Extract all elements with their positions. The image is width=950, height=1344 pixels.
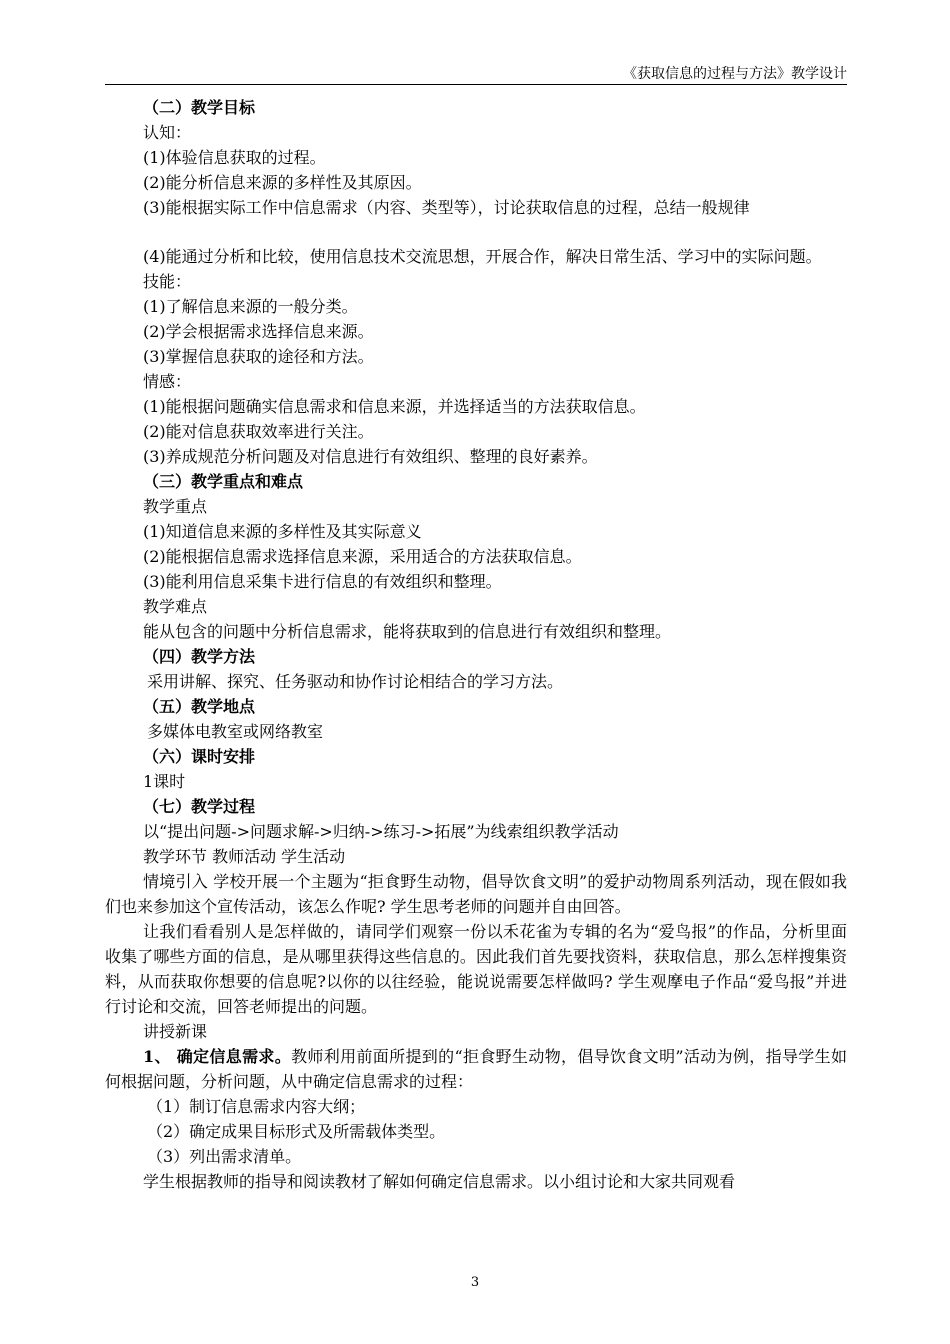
- emotion-item-1: (1)能根据问题确实信息需求和信息来源，并选择适当的方法获取信息。: [143, 397, 646, 416]
- skill-item-3: (3)掌握信息获取的途径和方法。: [143, 347, 374, 366]
- key-points-label: 教学重点: [143, 497, 208, 516]
- step-1-text: 教师利用前面所提到的“拒食野生动物，倡导饮食文明”活动为例，指导学生如何根据问题，分析问题，从中确定信息需求的过程：: [105, 1047, 847, 1091]
- closing-line: 学生根据教师的指导和阅读教材了解如何确定信息需求。以小组讨论和大家共同观看: [143, 1172, 736, 1191]
- step-1-paragraph: [105, 1044, 847, 1094]
- emotion-item-3: (3)养成规范分析问题及对信息进行有效组织、整理的良好素养。: [143, 447, 598, 466]
- key-point-1: (1)知道信息来源的多样性及其实际意义: [143, 522, 422, 541]
- section-heading-key-points: （三）教学重点和难点: [143, 472, 304, 491]
- section-heading-schedule: （六）课时安排: [143, 747, 256, 766]
- cognitive-item-2: (2)能分析信息来源的多样性及其原因。: [143, 173, 422, 192]
- process-columns: 教学环节 教师活动 学生活动: [143, 847, 346, 866]
- location-text: 多媒体电教室或网络教室: [147, 722, 324, 741]
- schedule-text: 1课时: [143, 772, 186, 791]
- header-rule: [105, 84, 847, 85]
- step-1-sub-1: （1）制订信息需求内容大纲；: [147, 1097, 366, 1116]
- document-body: [105, 95, 847, 1194]
- process-paragraph-1: 情境引入 学校开展一个主题为“拒食野生动物，倡导饮食文明”的爱护动物周系列活动，现在假如我们也来参加这个宣传活动，该怎么作呢? 学生思考老师的问题并自由回答。: [105, 872, 847, 916]
- emotion-label: 情感：: [143, 372, 192, 391]
- difficulty-label: 教学难点: [143, 597, 208, 616]
- section-heading-method: （四）教学方法: [143, 647, 256, 666]
- cognitive-item-3: (3)能根据实际工作中信息需求（内容、类型等），讨论获取信息的过程，总结一般规律: [143, 198, 750, 217]
- skill-item-2: (2)学会根据需求选择信息来源。: [143, 322, 374, 341]
- step-1-sub-2: （2）确定成果目标形式及所需载体类型。: [147, 1122, 446, 1141]
- difficulty-item-1: 能从包含的问题中分析信息需求，能将获取到的信息进行有效组织和整理。: [143, 622, 672, 641]
- key-point-3: (3)能利用信息采集卡进行信息的有效组织和整理。: [143, 572, 502, 591]
- running-header: 《获取信息的过程与方法》教学设计: [623, 66, 847, 82]
- key-point-2: (2)能根据信息需求选择信息来源，采用适合的方法获取信息。: [143, 547, 582, 566]
- cognitive-label: 认知：: [143, 123, 192, 142]
- step-1-sub-3: （3）列出需求清单。: [147, 1147, 302, 1166]
- method-text: 采用讲解、探究、任务驱动和协作讨论相结合的学习方法。: [147, 672, 564, 691]
- process-intro: 以“提出问题->问题求解->归纳->练习->拓展”为线索组织教学活动: [143, 822, 619, 841]
- blank-line: [105, 220, 847, 244]
- skill-label: 技能：: [143, 272, 192, 291]
- step-1-title: 1、 确定信息需求。: [143, 1047, 292, 1066]
- page-number: 3: [470, 1275, 480, 1290]
- section-heading-location: （五）教学地点: [143, 697, 256, 716]
- skill-item-1: (1)了解信息来源的一般分类。: [143, 297, 358, 316]
- cognitive-item-4: (4)能通过分析和比较，使用信息技术交流思想，开展合作，解决日常生活、学习中的实际问题。: [143, 247, 822, 266]
- section-heading-objectives: （二）教学目标: [143, 98, 256, 117]
- process-paragraph-2: 让我们看看别人是怎样做的，请同学们观察一份以禾花雀为专辑的名为“爱鸟报”的作品，分析里面收集了哪些方面的信息，是从哪里获得这些信息的。因此我们首先要找资料，获取信息，那么怎样搜集资料，从而获取你想要的信息呢?以你的以往经验，能说说需要怎样做吗? 学生观摩电子作品“爱鸟报”并进行讨论和交流，回答老师提出的问题。: [105, 922, 847, 1016]
- section-heading-process: （七）教学过程: [143, 797, 256, 816]
- new-lesson-label: 讲授新课: [143, 1022, 208, 1041]
- cognitive-item-1: (1)体验信息获取的过程。: [143, 148, 326, 167]
- emotion-item-2: (2)能对信息获取效率进行关注。: [143, 422, 374, 441]
